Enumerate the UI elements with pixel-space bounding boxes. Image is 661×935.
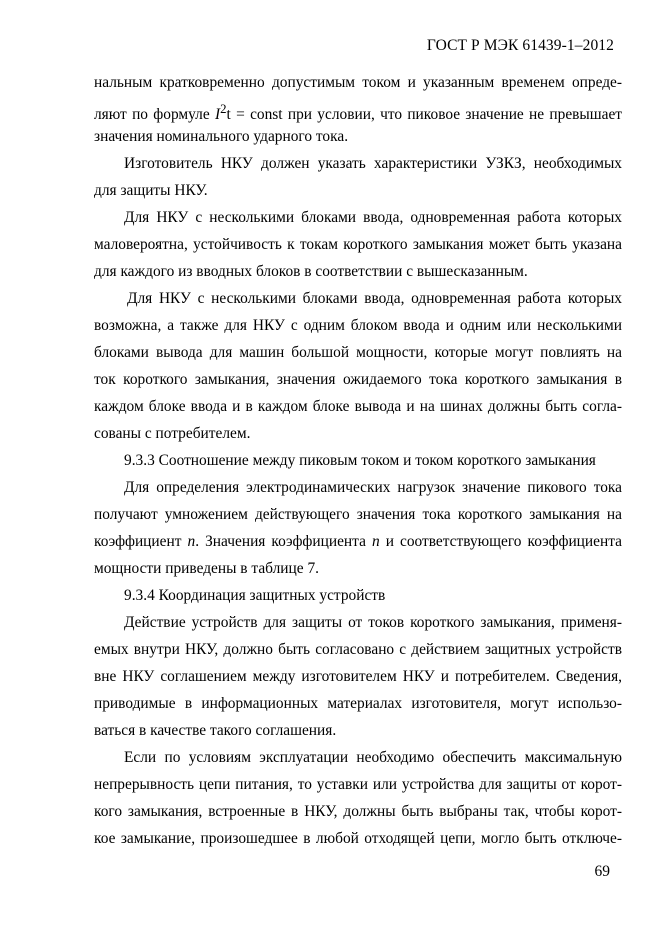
text-line: непрерывность цепи питания, то уставки или устройства для защиты от корот- <box>94 776 622 793</box>
text-fragment: коэффициент <box>94 533 188 550</box>
page-number: 69 <box>594 863 610 880</box>
document-body <box>94 69 622 852</box>
text-fragment: и соответствующего коэффициента <box>379 533 622 550</box>
text-line: кое замыкание, произошедшее в любой отходящей цепи, могло быть отключе- <box>94 830 622 847</box>
document-header: ГОСТ Р МЭК 61439-1–2012 <box>426 37 614 54</box>
text-line: Действие устройств для защиты от токов короткого замыкания, применя- <box>124 614 622 631</box>
text-line: мощности приведены в таблице 7. <box>94 560 319 577</box>
text-fragment: ляют по формуле <box>94 106 215 124</box>
text-line: Для определения электродинамических нагрузок значение пикового тока <box>124 479 622 496</box>
text-line: Если по условиям эксплуатации необходимо обеспечить максимальную <box>124 749 622 766</box>
text-line: сованы с потребителем. <box>94 425 251 442</box>
section-heading-9-3-4: 9.3.4 Координация защитных устройств <box>124 587 386 604</box>
text-line: нальным кратковременно допустимым током и указанным временем опреде- <box>94 74 622 91</box>
text-line: возможна, а также для НКУ с одним блоком ввода и одним или несколькими <box>94 317 622 334</box>
text-fragment: t = const при условии, что пиковое значение не превышает <box>226 106 623 124</box>
text-line: каждом блоке ввода и в каждом блоке вывода и на шинах должны быть согла- <box>94 398 622 415</box>
formula-exponent: 2 <box>220 102 227 116</box>
text-line-coefficient <box>94 528 622 555</box>
text-line: кого замыкания, встроенные в НКУ, должны быть выбраны так, чтобы корот- <box>94 803 622 820</box>
text-line: приводимые в информационных материалах изготовителя, могут использо- <box>94 695 622 712</box>
text-line: емых внутри НКУ, должно быть согласовано с действием защитных устройств <box>94 641 622 658</box>
text-line: Изготовитель НКУ должен указать характеристики УЗКЗ, необходимых <box>124 155 622 172</box>
text-line: Для НКУ с несколькими блоками ввода, одновременная работа которых <box>127 290 622 307</box>
text-line: ток короткого замыкания, значения ожидаемого тока короткого замыкания в <box>94 371 622 388</box>
coefficient-variable: n <box>371 533 380 550</box>
text-line: значения номинального ударного тока. <box>94 128 349 145</box>
formula-variable: I <box>214 106 221 124</box>
text-line: ваться в качестве такого соглашения. <box>94 722 337 739</box>
section-heading-9-3-3: 9.3.3 Соотношение между пиковым током и током короткого замыкания <box>124 452 596 469</box>
text-fragment: . Значения коэффициента <box>195 533 372 550</box>
text-line-formula <box>94 96 622 123</box>
text-line: Для НКУ с несколькими блоками ввода, одновременная работа которых <box>124 209 622 226</box>
text-line: вне НКУ соглашением между изготовителем НКУ и потребителем. Сведения, <box>94 668 622 685</box>
text-line: для каждого из вводных блоков в соответствии с вышесказанным. <box>94 263 528 280</box>
text-line: блоками вывода для машин большой мощности, которые могут повлиять на <box>94 344 622 361</box>
coefficient-variable: n <box>187 533 196 550</box>
text-line: получают умножением действующего значения тока короткого замыкания на <box>94 506 622 523</box>
text-line: для защиты НКУ. <box>94 182 208 199</box>
text-line: маловероятна, устойчивость к токам короткого замыкания может быть указана <box>94 236 622 253</box>
